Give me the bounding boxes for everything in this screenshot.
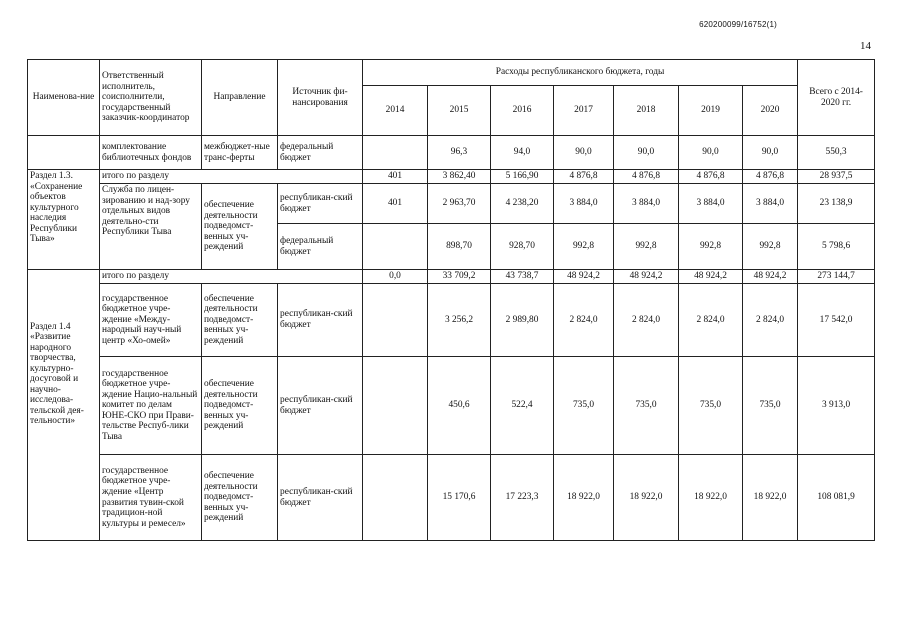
value-cell: 735,0 (614, 357, 679, 455)
value-cell: 48 924,2 (554, 270, 614, 284)
value-cell: 90,0 (743, 136, 798, 170)
total-cell: 3 913,0 (798, 357, 875, 455)
value-cell: 3 884,0 (679, 184, 743, 224)
value-cell: 735,0 (554, 357, 614, 455)
value-cell: 18 922,0 (554, 455, 614, 541)
value-cell: 2 824,0 (614, 284, 679, 357)
subtotal-label: итого по разделу (100, 170, 363, 184)
value-cell (363, 284, 428, 357)
value-cell: 48 924,2 (743, 270, 798, 284)
executor-cell: государственное бюджетное учре-ждение «Центр развития тувин-ской традицион-ной культуры и ремесел» (100, 455, 202, 541)
value-cell: 992,8 (743, 224, 798, 270)
value-cell: 4 876,8 (743, 170, 798, 184)
header-year: 2017 (554, 86, 614, 136)
header-total: Всего с 2014-2020 гг. (798, 60, 875, 136)
value-cell: 3 256,2 (428, 284, 491, 357)
value-cell: 928,70 (491, 224, 554, 270)
value-cell: 18 922,0 (614, 455, 679, 541)
value-cell: 401 (363, 184, 428, 224)
value-cell: 33 709,2 (428, 270, 491, 284)
section-name-cell: Раздел 1.3. «Сохранение объектов культурного наследия Республики Тыва» (28, 170, 100, 270)
total-cell: 5 798,6 (798, 224, 875, 270)
value-cell: 90,0 (554, 136, 614, 170)
value-cell: 401 (363, 170, 428, 184)
value-cell: 3 862,40 (428, 170, 491, 184)
value-cell: 4 238,20 (491, 184, 554, 224)
name-cell-empty (28, 270, 100, 284)
value-cell: 450,6 (428, 357, 491, 455)
value-cell: 4 876,8 (554, 170, 614, 184)
name-cell-empty (28, 136, 100, 170)
total-cell: 108 081,9 (798, 455, 875, 541)
table-row (28, 455, 875, 541)
value-cell (363, 136, 428, 170)
table-row (28, 184, 875, 224)
value-cell: 3 884,0 (743, 184, 798, 224)
direction-cell: обеспечение деятельности подведомст-венных уч-реждений (202, 284, 278, 357)
direction-cell: обеспечение деятельности подведомст-венных уч-реждений (202, 184, 278, 270)
section-name-cell: Раздел 1.4 «Развитие народного творчества, культурно-досуговой и научно-исследова-тельской дея-тельности» (28, 284, 100, 541)
subtotal-label: итого по разделу (100, 270, 363, 284)
header-year: 2015 (428, 86, 491, 136)
value-cell: 94,0 (491, 136, 554, 170)
value-cell: 3 884,0 (554, 184, 614, 224)
source-cell: федеральный бюджет (278, 136, 363, 170)
table-row (28, 357, 875, 455)
value-cell: 992,8 (554, 224, 614, 270)
total-cell: 17 542,0 (798, 284, 875, 357)
value-cell: 2 824,0 (554, 284, 614, 357)
value-cell (363, 357, 428, 455)
page-number: 14 (860, 40, 871, 52)
value-cell: 992,8 (614, 224, 679, 270)
executor-cell: государственное бюджетное учре-ждение «Между-народный науч-ный центр «Хо-омей» (100, 284, 202, 357)
total-cell: 550,3 (798, 136, 875, 170)
value-cell: 2 963,70 (428, 184, 491, 224)
value-cell: 735,0 (679, 357, 743, 455)
value-cell (363, 224, 428, 270)
direction-cell: межбюджет-ные транс-ферты (202, 136, 278, 170)
value-cell: 90,0 (679, 136, 743, 170)
value-cell: 2 824,0 (743, 284, 798, 357)
header-year: 2018 (614, 86, 679, 136)
direction-cell: обеспечение деятельности подведомст-венных уч-реждений (202, 455, 278, 541)
budget-table (27, 59, 875, 541)
value-cell: 3 884,0 (614, 184, 679, 224)
value-cell: 4 876,8 (614, 170, 679, 184)
value-cell: 898,70 (428, 224, 491, 270)
value-cell: 17 223,3 (491, 455, 554, 541)
header-executor: Ответственный исполнитель, соисполнители, государственный заказчик-координатор (100, 60, 202, 136)
header-year: 2020 (743, 86, 798, 136)
value-cell: 0,0 (363, 270, 428, 284)
value-cell: 2 989,80 (491, 284, 554, 357)
value-cell: 4 876,8 (679, 170, 743, 184)
section-subtotal-row (28, 270, 875, 284)
header-year: 2014 (363, 86, 428, 136)
header-row (28, 60, 875, 86)
header-year: 2019 (679, 86, 743, 136)
value-cell: 522,4 (491, 357, 554, 455)
value-cell: 96,3 (428, 136, 491, 170)
value-cell: 18 922,0 (679, 455, 743, 541)
header-year: 2016 (491, 86, 554, 136)
total-cell: 28 937,5 (798, 170, 875, 184)
source-cell: республикан-ский бюджет (278, 284, 363, 357)
header-expenses-group: Расходы республиканского бюджета, годы (363, 60, 798, 86)
direction-cell: обеспечение деятельности подведомст-венных уч-реждений (202, 357, 278, 455)
section-subtotal-row (28, 170, 875, 184)
value-cell: 735,0 (743, 357, 798, 455)
value-cell: 2 824,0 (679, 284, 743, 357)
value-cell: 18 922,0 (743, 455, 798, 541)
total-cell: 273 144,7 (798, 270, 875, 284)
header-source: Источник фи-нансирования (278, 60, 363, 136)
value-cell (363, 455, 428, 541)
table-row (28, 136, 875, 170)
value-cell: 15 170,6 (428, 455, 491, 541)
value-cell: 48 924,2 (679, 270, 743, 284)
total-cell: 23 138,9 (798, 184, 875, 224)
value-cell: 90,0 (614, 136, 679, 170)
header-direction: Направление (202, 60, 278, 136)
executor-cell: государственное бюджетное учре-ждение Нацио-нальный комитет по делам ЮНЕ-СКО при Прави-тельстве Респуб-лики Тыва (100, 357, 202, 455)
value-cell: 992,8 (679, 224, 743, 270)
source-cell: республикан-ский бюджет (278, 455, 363, 541)
document-id: 620200099/16752(1) (699, 20, 777, 29)
executor-cell: комплектование библиотечных фондов (100, 136, 202, 170)
value-cell: 48 924,2 (614, 270, 679, 284)
source-cell: федеральный бюджет (278, 224, 363, 270)
table-row (28, 284, 875, 357)
value-cell: 5 166,90 (491, 170, 554, 184)
source-cell: республикан-ский бюджет (278, 357, 363, 455)
executor-cell: Служба по лицен-зированию и над-зору отдельных видов деятельно-сти Республики Тыва (100, 184, 202, 270)
value-cell: 43 738,7 (491, 270, 554, 284)
source-cell: республикан-ский бюджет (278, 184, 363, 224)
header-name: Наименова-ние (28, 60, 100, 136)
